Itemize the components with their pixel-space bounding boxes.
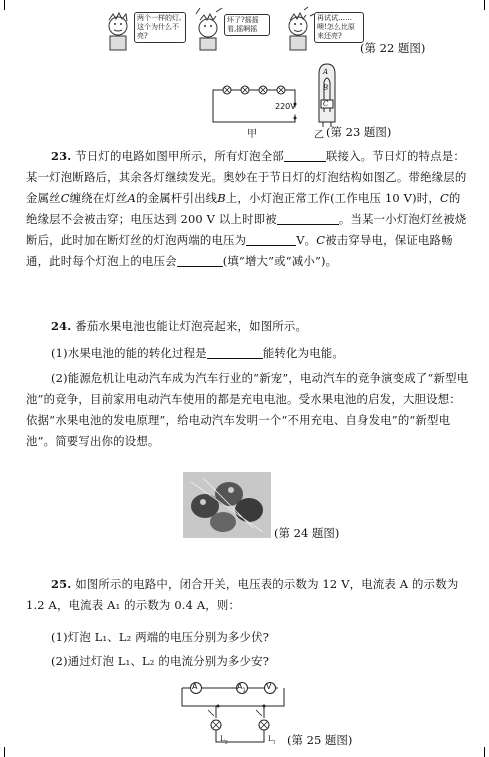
speech-bubble-3: 再试试……噢!怎么比原来还亮? [314, 12, 364, 43]
corner-mark-top-left [4, 0, 5, 10]
question-number-25: 25. [51, 577, 72, 591]
question-24-sub2: (2)能源危机让电动汽车成为汽车行业的“新宠”，电动汽车的竞争演变成了“新型电池”的竞争，目前家用电动汽车使用的都是充电电池。受水果电池的启发，大胆设想：依据“水果电池的发电原理”，给电动汽车发明一个“不用充电、自身发电”的“新型电池”。简要写出你的设想。 [26, 371, 469, 448]
caption-25: (第 25 题图) [287, 733, 353, 747]
label-yi: 乙 [314, 130, 324, 141]
figure-23-yi-bulb [312, 60, 342, 128]
question-25-sub2: (2)通过灯泡 L₁、L₂ 的电流分别为多少安? [51, 654, 270, 668]
corner-mark-top-right [484, 0, 485, 10]
question-number-24: 24. [51, 319, 72, 333]
voltage-label: 220V [275, 102, 296, 111]
answer-blank-23-2[interactable] [277, 212, 339, 225]
lamp-l2-label: $L_2$ [220, 735, 228, 746]
question-23: 23. 节日灯的电路如图甲所示，所有灯泡全部 联接入。节日灯的特点是：某一灯泡断路后，其余各灯继续发光。奥妙在于节日灯的灯泡结构如图乙。带绝缘层的金属丝C缠绕在灯丝A的金属杆引出线B上，小灯泡正常工作(工作电压 10 V)时，C的绝缘层不会被击穿；电压达到 200 V 以上时即被 。当某一小灯泡灯丝被烧断后，此时加在断灯丝的灯泡两端的电压为 V。C被击穿导电，保证电路畅通，此时每个灯泡上的电压会 (填“增大”或“减小”)。 [26, 149, 467, 268]
answer-blank-24-1[interactable] [207, 346, 263, 359]
caption-22: (第 22 题图) [360, 41, 426, 55]
question-24-sub1: (1)水果电池的能的转化过程是 能转化为电能。 [51, 346, 344, 360]
label-jia: 甲 [247, 129, 257, 140]
meter-v-label: V [266, 682, 272, 691]
question-24: 24. 番茄水果电池也能让灯泡亮起来，如图所示。 [51, 319, 308, 333]
answer-blank-23-1[interactable] [284, 149, 326, 162]
corner-mark-bottom-right [484, 747, 485, 757]
question-25-sub1: (1)灯泡 L₁、L₂ 两端的电压分别为多少伏? [51, 630, 270, 644]
lamp-l1-label: $L_1$ [268, 735, 276, 746]
figure-22 [104, 6, 404, 54]
figure-23-jia-circuit [205, 80, 305, 128]
speech-bubble-2: 坏了?摇摇看,摇啊摇 [224, 14, 270, 36]
answer-blank-23-4[interactable] [177, 254, 223, 267]
caption-23: (第 23 题图) [326, 125, 392, 139]
question-number-23: 23. [51, 149, 72, 163]
answer-blank-23-3[interactable] [246, 233, 296, 246]
label-c: C [323, 100, 329, 108]
question-25: 25. 如图所示的电路中，闭合开关，电压表的示数为 12 V，电流表 A 的示数为 1.2 A，电流表 A₁ 的示数为 0.4 A，则： [26, 577, 459, 612]
meter-a1-label: $A_1$ [237, 682, 246, 694]
label-b: B [323, 84, 329, 92]
corner-mark-bottom-left [4, 747, 5, 757]
caption-24: (第 24 题图) [274, 526, 340, 540]
figure-25-circuit [178, 680, 288, 750]
meter-a-label: A [192, 682, 198, 691]
label-a: A [323, 68, 329, 76]
speech-bubble-1: 两个一样的灯,这个为什么不亮? [134, 12, 186, 43]
fruit-battery-photo [183, 472, 271, 538]
